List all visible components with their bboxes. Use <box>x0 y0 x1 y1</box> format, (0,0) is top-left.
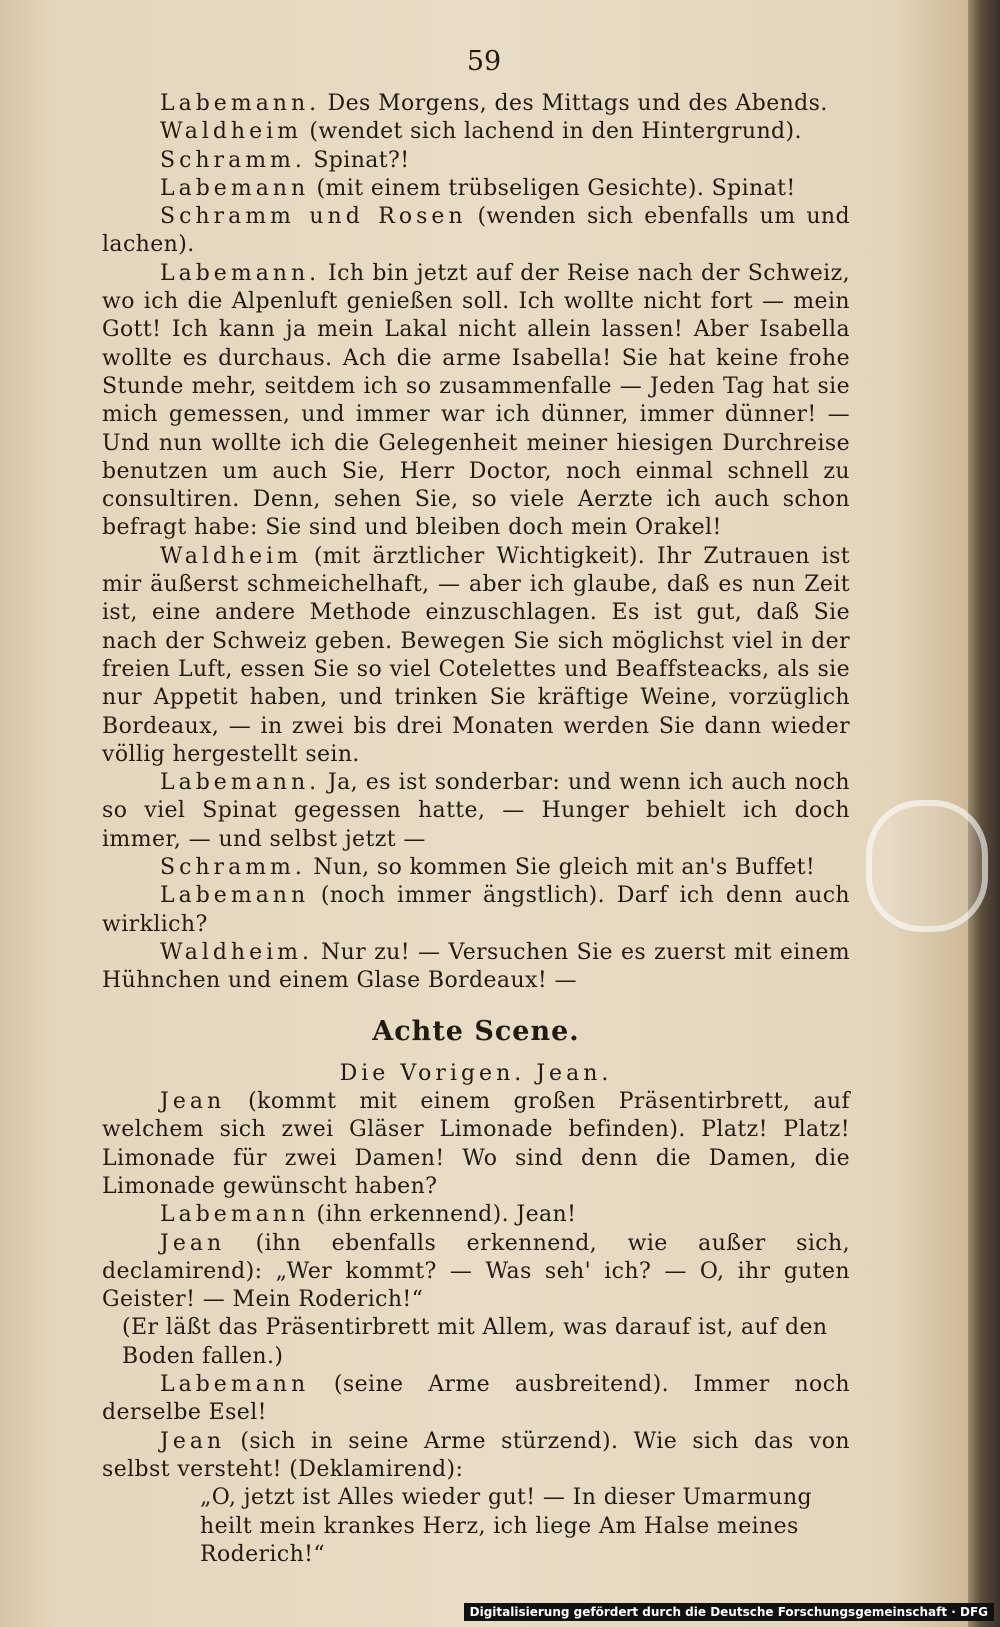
dialogue-paragraph <box>102 147 850 175</box>
dialogue-paragraph <box>102 882 850 939</box>
dialogue-paragraph <box>102 854 850 882</box>
speaker-name: Jean <box>160 1089 226 1115</box>
dialogue-block-1 <box>102 90 850 996</box>
speaker-name: Labemann. <box>160 770 321 796</box>
dialogue-text: Ich bin jetzt auf der Reise nach der Schweiz, wo ich die Alpenluft genießen soll. Ich wollte nicht fort — mein Gott! Ich kann ja mein Lakal nicht allein lassen! Aber Isabella wollte es durchaus. Ach die arme Isabella! Sie hat keine frohe Stunde mehr, seitdem ich so zusammenfalle — Jeden Tag hat sie mich gemessen, und immer war ich dünner, immer dünner! — Und nun wollte ich die Gelegenheit meiner hiesigen Durchreise benutzen um auch Sie, Herr Doctor, noch einmal schnell zu consultiren. Denn, sehen Sie, so viele Aerzte ich auch schon befragt habe: Sie sind und bleiben doch mein Orakel! <box>102 260 850 541</box>
dialogue-text: (wenden sich ebenfalls um und lachen). <box>102 204 850 258</box>
dialogue-paragraph <box>102 1484 850 1569</box>
dialogue-paragraph <box>102 175 850 203</box>
dialogue-text: Des Morgens, des Mittags und des Abends. <box>320 91 828 116</box>
dialogue-text: (ihn ebenfalls erkennend, wie außer sich, declamirend): „Wer kommt? — Was seh' ich? — O, ihr guten Geister! — Mein Roderich!“ <box>102 1230 850 1313</box>
speaker-name: Waldheim. <box>160 939 314 965</box>
speaker-name: Jean <box>160 1230 226 1256</box>
speaker-name: Labemann <box>160 1372 310 1398</box>
dialogue-paragraph <box>102 1060 850 1088</box>
speaker-name: Labemann <box>160 1202 310 1228</box>
dialogue-paragraph <box>102 543 850 769</box>
dialogue-text: (seine Arme ausbreitend). Immer noch derselbe Esel! <box>102 1372 850 1426</box>
dialogue-paragraph <box>102 260 850 543</box>
dialogue-paragraph <box>102 1088 850 1201</box>
speaker-name: Waldheim <box>160 119 303 145</box>
page-body <box>102 90 850 1569</box>
dialogue-paragraph <box>102 90 850 118</box>
speaker-name: Labemann. <box>160 260 321 286</box>
dialogue-text: „O, jetzt ist Alles wieder gut! — In dieser Umarmung heilt mein krankes Herz, ich liege Am Halse meines Roderich!“ <box>200 1485 813 1567</box>
dialogue-paragraph <box>102 118 850 146</box>
dialogue-text: (wendet sich lachend in den Hintergrund). <box>302 119 802 145</box>
dialogue-block-2 <box>102 1060 850 1569</box>
dialogue-text: (mit ärztlicher Wichtigkeit). Ihr Zutrauen ist mir äußerst schmeichelhaft, — aber ich glaube, daß es nun Zeit ist, eine andere Methode einzuschlagen. Es ist gut, daß Sie nach der Schweiz geben. Bewegen Sie sich möglichst viel in der freien Luft, essen Sie so viel Cotelettes und Beaffsteacks, als sie nur Appetit haben, und trinken Sie kräftige Weine, vorzüglich Bordeaux, — in zwei bis drei Monaten werden Sie dann wieder völlig hergestellt sein. <box>102 543 850 767</box>
speaker-name: Labemann. <box>160 91 321 116</box>
speaker-name: Waldheim <box>160 543 303 569</box>
speaker-name: Schramm. <box>160 855 306 881</box>
dialogue-text: (Er läßt das Präsentirbrett mit Allem, was darauf ist, auf den Boden fallen.) <box>122 1315 828 1369</box>
dialogue-text: (ihn erkennend). Jean! <box>309 1202 577 1228</box>
speaker-name: Die Vorigen. Jean. <box>339 1060 613 1086</box>
speaker-name: Jean <box>160 1428 226 1454</box>
footer-credit: Digitalisierung gefördert durch die Deutsche Forschungsgemeinschaft · DFG <box>464 1603 994 1621</box>
dialogue-paragraph <box>102 1428 850 1485</box>
dialogue-text: Nur zu! — Versuchen Sie es zuerst mit einem Hühnchen und einem Glase Bordeaux! — <box>102 939 850 994</box>
scene-heading: Achte Scene. <box>372 1015 580 1047</box>
dialogue-text: Ja, es ist sonderbar: und wenn ich auch noch so viel Spinat gegessen hatte, — Hunger behielt ich doch immer, — und selbst jetzt — <box>102 770 850 852</box>
dialogue-paragraph <box>102 1371 850 1428</box>
dialogue-paragraph <box>102 769 850 854</box>
speaker-name: Schramm. <box>160 147 306 173</box>
dialogue-paragraph <box>102 1230 850 1315</box>
book-spine <box>968 0 1000 1627</box>
dialogue-text: (noch immer ängstlich). Darf ich denn auch wirklich? <box>102 883 850 937</box>
page-number: 59 <box>466 46 502 77</box>
dialogue-text: Nun, so kommen Sie gleich mit an's Buffet! <box>305 855 816 881</box>
dialogue-paragraph <box>102 1201 850 1229</box>
speaker-name: Labemann <box>160 883 310 909</box>
dialogue-paragraph <box>102 1314 850 1371</box>
dialogue-text: Spinat?! <box>305 147 410 173</box>
dialogue-text: (mit einem trübseligen Gesichte). Spinat! <box>309 175 796 201</box>
dialogue-paragraph <box>102 939 850 996</box>
dialogue-paragraph <box>102 203 850 260</box>
speaker-name: Schramm und Rosen <box>160 204 467 230</box>
lens-glare <box>866 800 988 932</box>
dialogue-text: (kommt mit einem großen Präsentirbrett, auf welchem sich zwei Gläser Limonade befinden). Platz! Platz! Limonade für zwei Damen! Wo sind denn die Damen, die Limonade gewünscht haben? <box>102 1089 850 1199</box>
speaker-name: Labemann <box>160 175 310 201</box>
dialogue-text: (sich in seine Arme stürzend). Wie sich das von selbst versteht! (Deklamirend): <box>102 1428 850 1482</box>
